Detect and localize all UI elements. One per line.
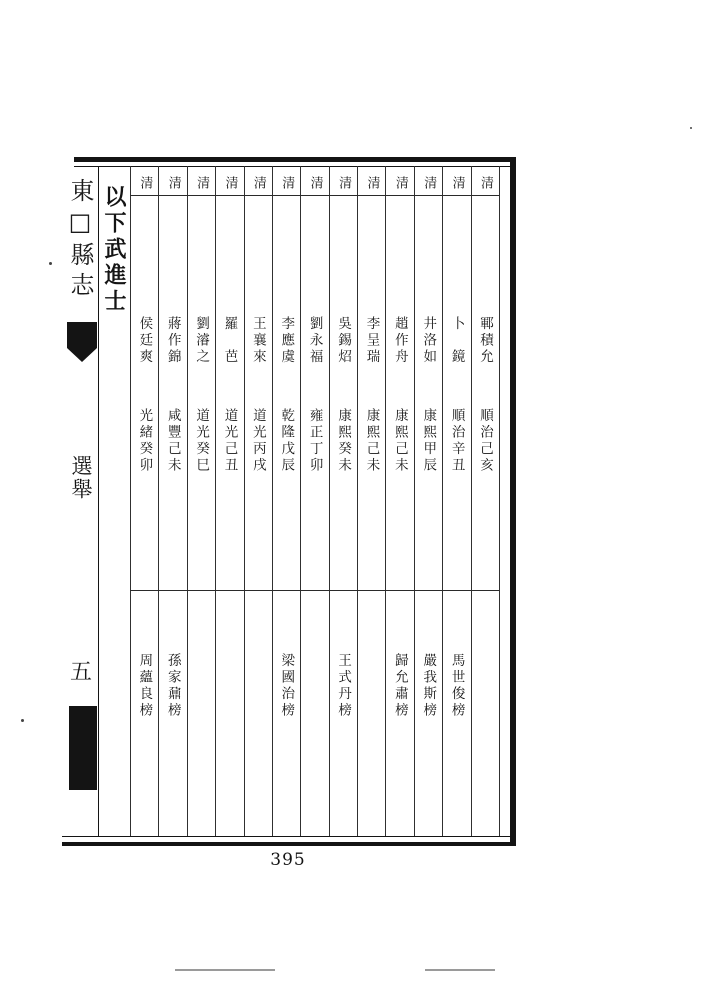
entry-column xyxy=(187,166,215,836)
scan-speck xyxy=(690,127,692,129)
person-name: 吳錫炤 xyxy=(335,316,352,366)
exam-list-name: 王式丹榜 xyxy=(335,653,352,719)
exam-year: 道光丙戌 xyxy=(249,408,266,474)
dynasty-label: 清 xyxy=(307,176,323,189)
exam-year: 康熙己未 xyxy=(363,408,380,474)
footer-scan-noise xyxy=(425,969,495,971)
exam-year: 康熙癸未 xyxy=(335,408,352,474)
fishtail-notch xyxy=(67,348,97,362)
dynasty-label: 清 xyxy=(477,176,493,189)
exam-list-name: 梁國治榜 xyxy=(278,653,295,719)
exam-year: 道光己丑 xyxy=(221,408,238,474)
person-name: 卜 鏡 xyxy=(448,316,465,366)
exam-year: 乾隆戊辰 xyxy=(278,408,295,474)
person-name: 蔣作錦 xyxy=(164,316,181,366)
exam-list-name: 嚴我斯榜 xyxy=(420,653,437,719)
exam-list-name xyxy=(300,596,328,776)
exam-year: 道光癸巳 xyxy=(193,408,210,474)
section-title: 選舉 xyxy=(69,455,93,501)
entry-column xyxy=(442,166,470,836)
footer-scan-noise xyxy=(175,969,275,971)
column-divider xyxy=(499,166,500,836)
entry-column xyxy=(215,166,243,836)
exam-list-name xyxy=(215,596,243,776)
person-name: 劉永福 xyxy=(306,316,323,366)
entry-column xyxy=(414,166,442,836)
exam-year: 康熙己未 xyxy=(391,408,408,474)
section-heading: 以下武進士 xyxy=(101,185,127,315)
entry-column xyxy=(471,166,499,836)
person-name: 羅 芭 xyxy=(221,316,238,366)
entry-column xyxy=(130,166,158,836)
dynasty-label: 清 xyxy=(449,176,465,189)
entry-column xyxy=(357,166,385,836)
person-name: 侯廷爽 xyxy=(136,316,153,366)
entry-column xyxy=(385,166,413,836)
exam-year: 雍正丁卯 xyxy=(306,408,323,474)
scan-speck xyxy=(49,262,52,265)
exam-year: 康熙甲辰 xyxy=(420,408,437,474)
exam-list-name: 馬世俊榜 xyxy=(448,653,465,719)
frame-bottom-rule xyxy=(62,842,510,846)
exam-list-name: 歸允肅榜 xyxy=(391,653,408,719)
dynasty-label: 清 xyxy=(392,176,408,189)
entry-column xyxy=(158,166,186,836)
person-name: 李應虞 xyxy=(278,316,295,366)
dynasty-label: 清 xyxy=(279,176,295,189)
frame-bottom-inner-rule xyxy=(62,836,512,837)
exam-year: 順治己亥 xyxy=(476,408,493,474)
dynasty-label: 清 xyxy=(165,176,181,189)
page-number: 395 xyxy=(270,850,306,870)
frame-top-rule xyxy=(74,157,514,162)
frame-right-rule xyxy=(510,157,516,846)
exam-list-name xyxy=(357,596,385,776)
chapter-page-number: 五 xyxy=(69,660,92,685)
person-name: 趙作舟 xyxy=(391,316,408,366)
scan-speck xyxy=(21,719,24,722)
dynasty-label: 清 xyxy=(194,176,210,189)
dynasty-label: 清 xyxy=(336,176,352,189)
dynasty-label: 清 xyxy=(137,176,153,189)
dynasty-label: 清 xyxy=(222,176,238,189)
person-name: 王襄來 xyxy=(249,316,266,366)
entry-column xyxy=(244,166,272,836)
book-title: 東□縣志 xyxy=(66,178,94,302)
entry-column xyxy=(272,166,300,836)
dynasty-label: 清 xyxy=(250,176,266,189)
exam-list-name: 孫家鼐榜 xyxy=(164,653,181,719)
entry-column xyxy=(329,166,357,836)
exam-list-name: 周蘊良榜 xyxy=(136,653,153,719)
person-name: 劉濬之 xyxy=(193,316,210,366)
dynasty-label: 清 xyxy=(364,176,380,189)
exam-list-name xyxy=(244,596,272,776)
exam-list-name xyxy=(471,596,499,776)
entry-column xyxy=(300,166,328,836)
exam-year: 咸豐己未 xyxy=(164,408,181,474)
person-name: 井洛如 xyxy=(420,316,437,366)
dynasty-label: 清 xyxy=(421,176,437,189)
exam-year: 光緒癸卯 xyxy=(136,408,153,474)
person-name: 李呈瑞 xyxy=(363,316,380,366)
person-name: 鄆積允 xyxy=(476,316,493,366)
exam-list-name xyxy=(187,596,215,776)
exam-year: 順治辛丑 xyxy=(448,408,465,474)
margin-black-bar xyxy=(69,706,97,790)
